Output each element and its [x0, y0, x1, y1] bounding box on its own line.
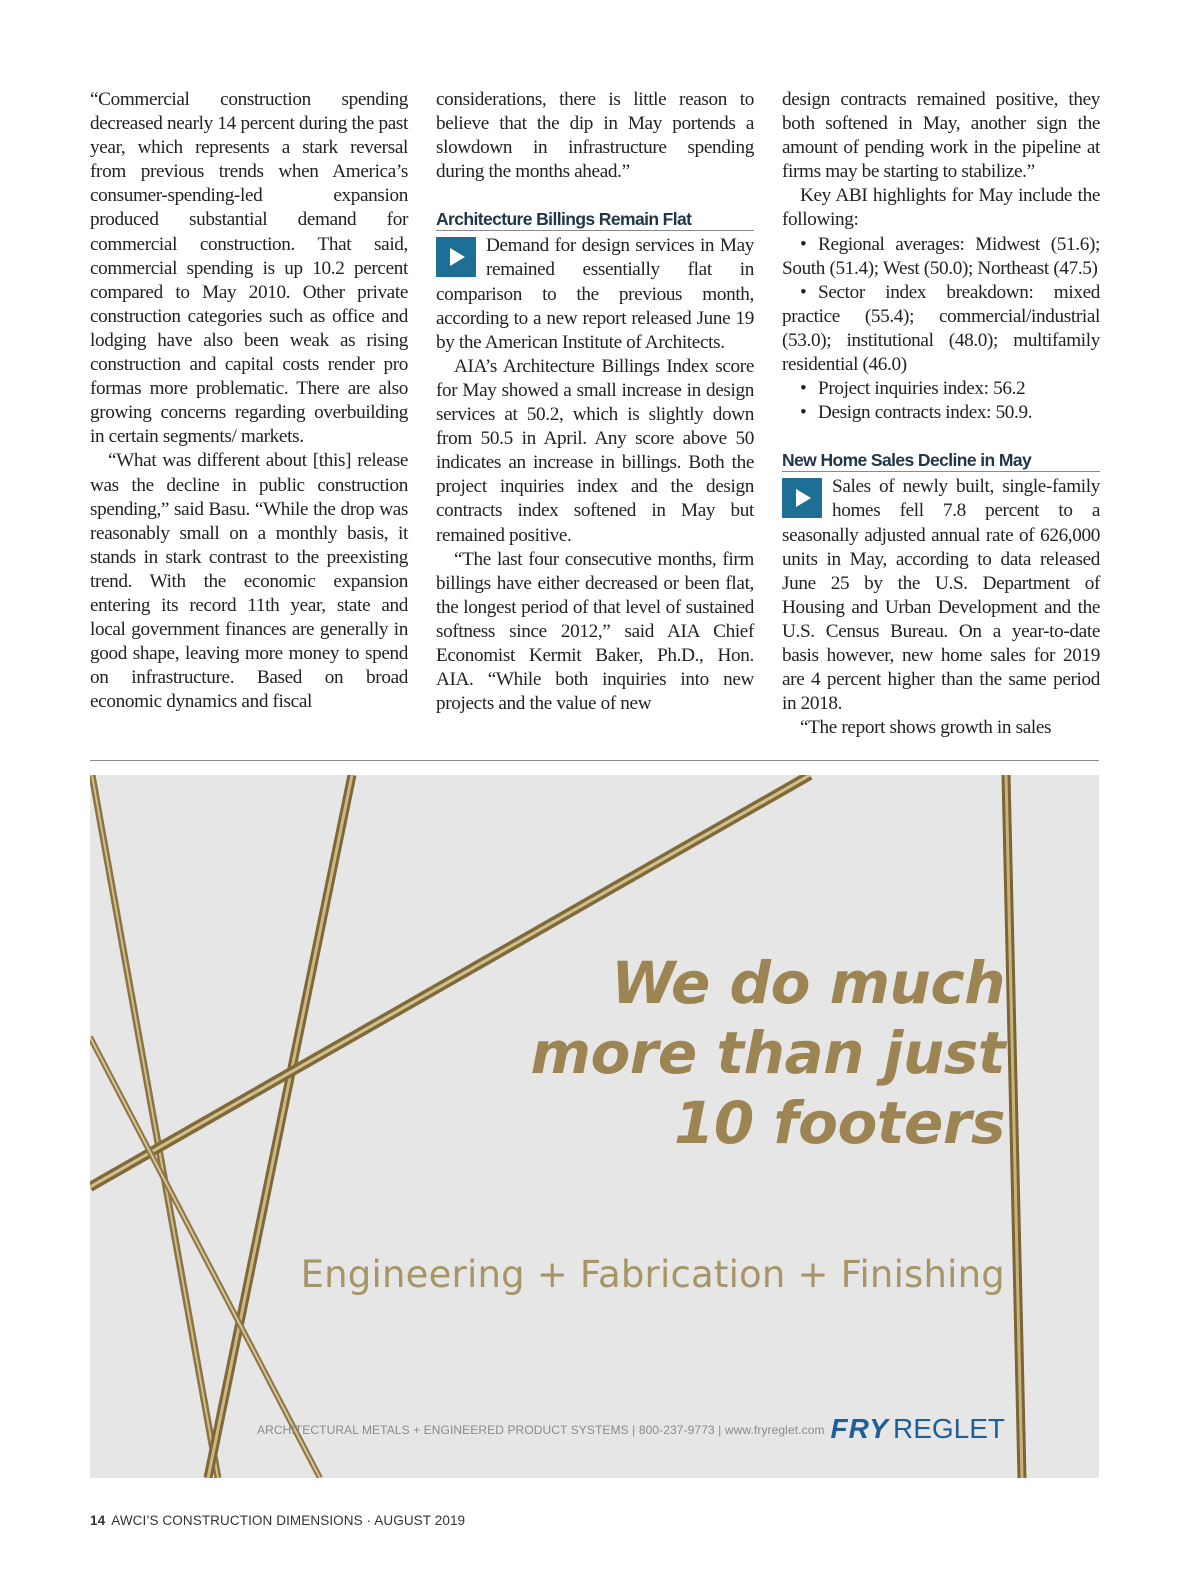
bullet-icon: •: [800, 281, 807, 303]
ad-tagline: Engineering + Fabrication + Finishing: [300, 1253, 1005, 1296]
paragraph: “Commercial construction spending decreased nearly 14 percent during the past year, which represents a stark reversal from previous trends when America’s consumer-spending-led expansion produced substantial demand for commercial construction. That said, commercial spending is up 10.2 percent compared to May 2010. Other private construction categories such as office and lodging have also been weak as rising construction and capital costs render pro formas more problematic. There are also growing concerns regarding overbuilding in certain segments/ markets.: [90, 89, 408, 448]
publication-name: AWCI’S CONSTRUCTION DIMENSIONS · AUGUST 2019: [111, 1513, 466, 1528]
paragraph-text: Sales of newly built, single-family homes fell 7.8 percent to a seasonally adjusted annual rate of 626,000 units in May, according to data released June 25 by the U.S. Department of Housing and Urban Development and the U.S. Census Bureau. On a year-to-date basis however, new home sales for 2019 are 4 percent higher than the same period in 2018.: [782, 476, 1100, 715]
bullet-item: • Design contracts index: 50.9.: [782, 401, 1100, 425]
bullet-item: • Regional averages: Midwest (51.6); South (51.4); West (50.0); Northeast (47.5): [782, 233, 1100, 279]
article-column-1: [90, 88, 408, 714]
paragraph: “The report shows growth in sales: [800, 717, 1052, 739]
section-heading: New Home Sales Decline in May: [782, 449, 1100, 472]
paragraph: “The last four consecutive months, firm billings have either decreased or been flat, the longest period of that level of sustained softness since 2012,” said AIA Chief Economist Kermit Baker, Ph.D., Hon. AIA. “While both inquiries into new projects and the value of new: [436, 548, 754, 715]
page-footer: [90, 1513, 465, 1528]
paragraph: “What was different about [this] release was the decline in public construction spending,” said Basu. “While the drop was reasonably small on a monthly basis, it stands in stark contrast to the preexisting trend. With the economic expansion entering its record 11th year, state and local government finances are generally in good shape, leaving more money to spend on infrastructure. Based on broad economic dynamics and fiscal: [90, 450, 408, 713]
bullet-icon: •: [800, 402, 807, 424]
paragraph-text: Demand for design services in May remained essentially flat in comparison to the previous month, according to a new report released June 19 by the American Institute of Architects.: [436, 235, 754, 353]
bullet-item: • Sector index breakdown: mixed practice (55.4); commercial/industrial (53.0); institutional (48.0); multifamily residential (46.0): [782, 281, 1100, 376]
play-icon: [782, 478, 822, 518]
bullet-item: • Project inquiries index: 56.2: [782, 377, 1100, 401]
article-column-3: [782, 88, 1100, 740]
fry-reglet-logo[interactable]: FRY REGLET: [830, 1413, 1005, 1444]
bullet-icon: •: [800, 378, 807, 400]
ad-headline: We do much more than just 10 footers: [530, 949, 1005, 1157]
section-heading: Architecture Billings Remain Flat: [436, 208, 754, 231]
paragraph: [436, 234, 754, 354]
paragraph: Key ABI highlights for May include the following:: [782, 185, 1100, 231]
advertisement[interactable]: [90, 775, 1099, 1478]
paragraph: AIA’s Architecture Billings Index score for May showed a small increase in design services at 50.2, which is slightly down from 50.5 in April. Any score above 50 indicates an increase in billings. Both the project inquiries index and the design contracts index softened in May but remained positive.: [436, 355, 754, 546]
paragraph: considerations, there is little reason to believe that the dip in May portends a slowdown in infrastructure spending during the months ahead.”: [436, 89, 754, 183]
paragraph: design contracts remained positive, they both softened in May, another sign the amount of pending work in the pipeline at firms may be starting to stabilize.”: [782, 89, 1100, 183]
play-icon: [436, 237, 476, 277]
ad-contact-line[interactable]: ARCHITECTURAL METALS + ENGINEERED PRODUCT SYSTEMS | 800-237-9773 | www.fryreglet.com: [257, 1423, 825, 1437]
page-number: 14: [90, 1513, 106, 1528]
paragraph: [782, 475, 1100, 716]
divider: [90, 760, 1099, 761]
bullet-icon: •: [800, 233, 807, 255]
article-column-2: [436, 88, 754, 716]
